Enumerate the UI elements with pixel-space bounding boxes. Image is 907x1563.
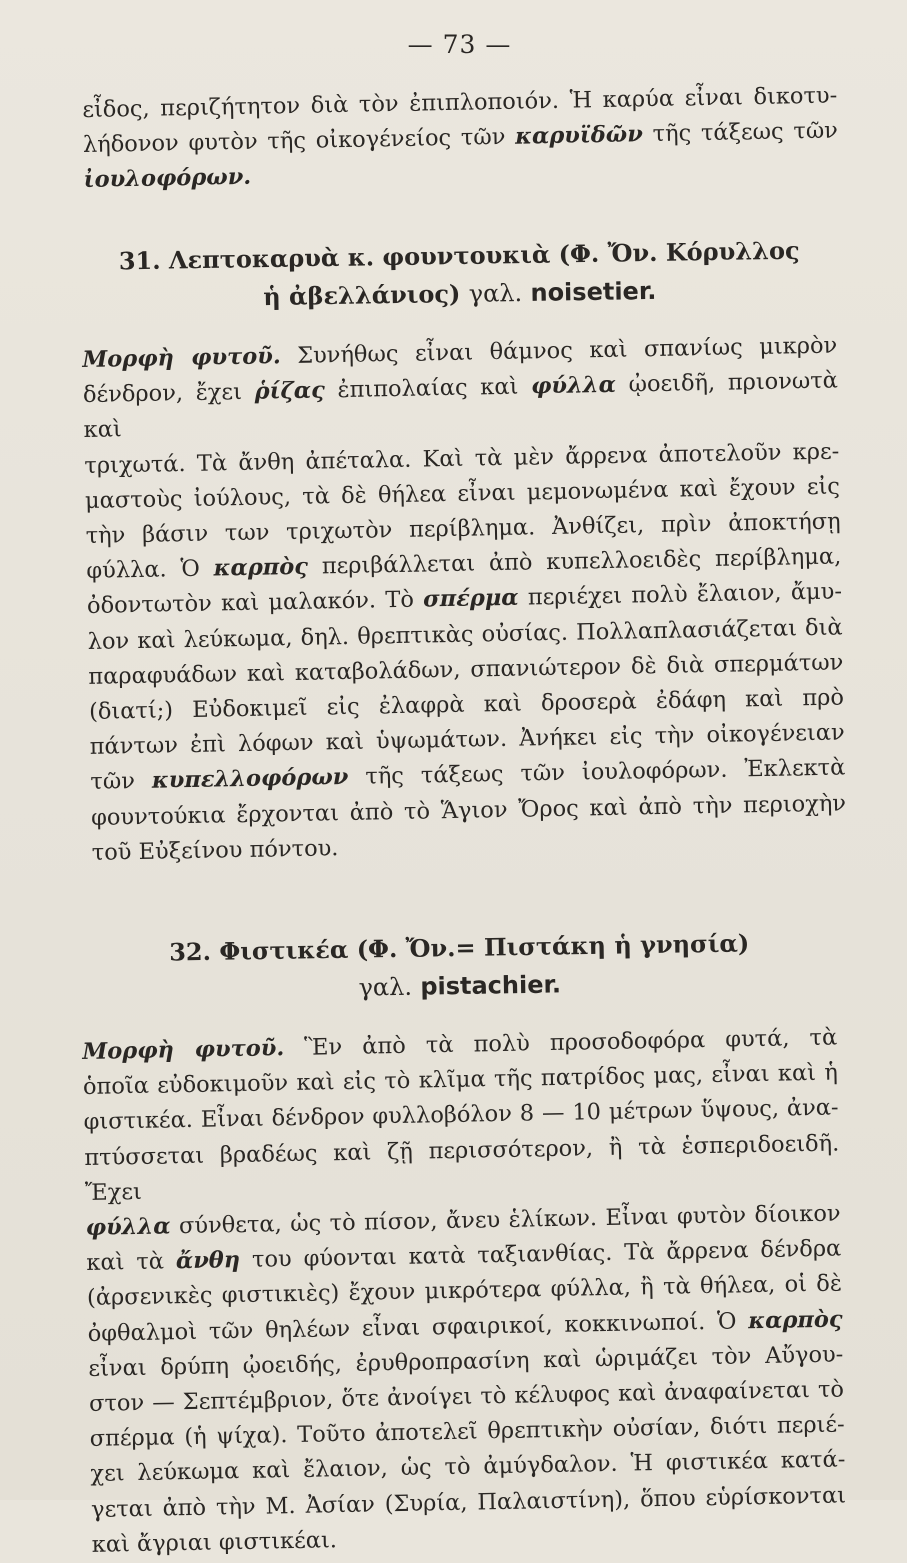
- text-line: ὁποῖα εὐδοκιμοῦν καὶ εἰς τὸ κλῖμα τῆς πατρίδος μας, εἶναι καὶ ἡ: [82, 1059, 839, 1100]
- text-line: εἶδος, περιζήτητον διὰ τὸν ἐπιπλοποιόν. Ἡ καρύα εἶναι δικοτυ-: [82, 82, 838, 123]
- key-term: σπέρμα: [422, 584, 519, 613]
- key-term: ῥίζας: [254, 377, 326, 405]
- text-run: ᾠοειδῆ, πριονωτὰ καὶ: [83, 367, 839, 443]
- text-run: λήδονον φυτὸν τῆς οἰκογένείος τῶν: [82, 123, 516, 159]
- text-run: φύλλα. Ὁ: [86, 555, 214, 584]
- key-term: καρπὸς: [748, 1305, 843, 1334]
- text-line: καὶ ἄγριαι φιστικέαι.: [91, 1526, 338, 1558]
- text-line: φιστικέα. Εἶναι δένδρον φυλλοβόλον 8 — 10 μέτρων ὕψους, ἀνα-: [83, 1094, 839, 1136]
- key-term: ἄνθη: [175, 1246, 241, 1275]
- text-run: δένδρον, ἔχει: [82, 378, 255, 408]
- language-abbrev: γαλ.: [358, 972, 413, 1002]
- intro-paragraph: [82, 79, 839, 199]
- text-line: στον — Σεπτέμβριον, ὅτε ἀνοίγει τὸ κέλυφος καὶ ἀναφαίνεται τὸ: [88, 1376, 845, 1417]
- lead-term: Μορφὴ φυτοῦ.: [82, 342, 281, 373]
- french-name: pistachier.: [411, 970, 562, 1001]
- heading-line: 32. Φιστικέα (Φ. Ὄν.= Πιστάκη ἡ γνησία): [168, 928, 750, 967]
- text-line: τριχωτά. Τὰ ἄνθη ἀπέταλα. Καὶ τὰ μὲν ἄρρενα ἀποτελοῦν κρε-: [84, 437, 840, 479]
- text-line: τὴν βάσιν των τριχωτὸν περίβλημα. Ἀνθίζει, πρὶν ἀποκτήσῃ: [85, 508, 841, 549]
- text-run: Συνήθως εἶναι θάμνος καὶ σπανίως μικρὸν: [280, 332, 838, 369]
- key-term: φύλλα: [530, 371, 617, 400]
- text-run: Ἓν ἀπὸ τὰ πολὺ προσοδοφόρα φυτά, τὰ: [283, 1024, 838, 1061]
- french-name: noisetier.: [521, 276, 657, 307]
- text-run: περιέχει πολὺ ἔλαιον, ἄμυ-: [518, 578, 843, 611]
- text-line: πάντων ἐπὶ λόφων καὶ ὑψωμάτων. Ἀνήκει εἰς τὴν οἰκογένειαν: [89, 719, 845, 760]
- heading-line: 31. Λεπτοκαρυὰ κ. φουντουκιὰ (Φ. Ὄν. Κόρυλλος: [118, 235, 800, 275]
- page-number: — 73 —: [407, 30, 512, 59]
- text-line: φουντούκια ἔρχονται ἀπὸ τὸ Ἅγιον Ὄρος καὶ ἀπὸ τὴν περιοχὴν: [90, 789, 847, 831]
- text-run: σύνθετα, ὡς τὸ πίσον, ἄνευ ἑλίκων. Εἶναι φυτὸν δίοικον: [170, 1200, 841, 1240]
- text-line: χει λεύκωμα καὶ ἔλαιον, ὡς τὸ ἀμύγδαλον. Ἡ φιστικέα κατά-: [90, 1446, 846, 1488]
- order-name: ἰουλοφόρων.: [83, 164, 252, 194]
- key-term: καρπὸς: [213, 553, 309, 582]
- text-line: (ἀρσενικὲς φιστικιὲς) ἔχουν μικρότερα φύλλα, ἢ τὰ θήλεα, οἱ δὲ: [86, 1270, 843, 1312]
- section-heading-32: [81, 923, 837, 1011]
- text-line: γεται ἀπὸ τὴν Μ. Ἀσίαν (Συρία, Παλαιστίνη), ὅπου εὑρίσκονται: [90, 1481, 847, 1523]
- family-name: καρυϊδῶν: [514, 121, 644, 150]
- text-line: παραφυάδων καὶ καταβολάδων, σπανιώτερον δὲ διὰ σπερμάτων: [88, 648, 844, 690]
- text-run: ὀδοντωτὸν καὶ μαλακόν. Τὸ: [86, 586, 424, 619]
- text-run: του φύονται κατὰ ταξιανθίας. Τὰ ἄρρενα δένδρα: [239, 1235, 842, 1273]
- text-line: μαστοὺς ἰούλους, τὰ δὲ θήλεα εἶναι μεμονωμένα καὶ ἔχουν εἰς: [84, 472, 841, 514]
- text-run: ὀφθαλμοὶ τῶν θηλέων εἶναι σφαιρικοί, κοκκινωποί. Ὁ: [87, 1307, 749, 1347]
- key-term: φύλλα: [85, 1213, 171, 1241]
- text-run: τῶν: [90, 767, 153, 795]
- section-32-paragraph: [82, 1020, 847, 1562]
- text-line: εἶναι δρύπη ᾠοειδής, ἐρυθροπρασίνη καὶ ὡριμάζει τὸν Αὔγου-: [88, 1340, 844, 1382]
- language-abbrev: γαλ.: [468, 278, 523, 308]
- text-line: πτύσσεται βραδέως καὶ ζῇ περισσότερον, ἢ τὰ ἑσπεριδοειδῆ. Ἔχει: [84, 1129, 840, 1206]
- text-line: τοῦ Εὐξείνου πόντου.: [91, 834, 339, 866]
- text-run: ἐπιπολαίας καὶ: [324, 373, 532, 404]
- text-run: τῆς τάξεως τῶν: [642, 117, 839, 148]
- text-run: τῆς τάξεως τῶν ἰουλοφόρων. Ἐκλεκτὰ: [348, 754, 846, 791]
- text-line: σπέρμα (ἡ ψίχα). Τοῦτο ἀποτελεῖ θρεπτικὴν οὐσίαν, διότι περιέ-: [89, 1411, 845, 1452]
- section-31-paragraph: [82, 328, 847, 870]
- text-line: (διατί;) Εὐδοκιμεῖ εἰς ἐλαφρὰ καὶ δροσερὰ ἐδάφη καὶ πρὸ: [88, 684, 845, 725]
- lead-term: Μορφὴ φυτοῦ.: [82, 1034, 285, 1065]
- key-term: κυπελλοφόρων: [151, 764, 349, 794]
- heading-run: ἡ ἀβελλάνιος): [263, 278, 469, 311]
- section-heading-31: [81, 231, 837, 319]
- text-run: περιβάλλεται ἀπὸ κυπελλοειδὲς περίβλημα,: [307, 543, 842, 580]
- text-run: καὶ τὰ: [86, 1248, 177, 1276]
- text-line: λον καὶ λεύκωμα, δηλ. θρεπτικὰς οὐσίας. Πολλαπλασιάζεται διὰ: [87, 613, 843, 655]
